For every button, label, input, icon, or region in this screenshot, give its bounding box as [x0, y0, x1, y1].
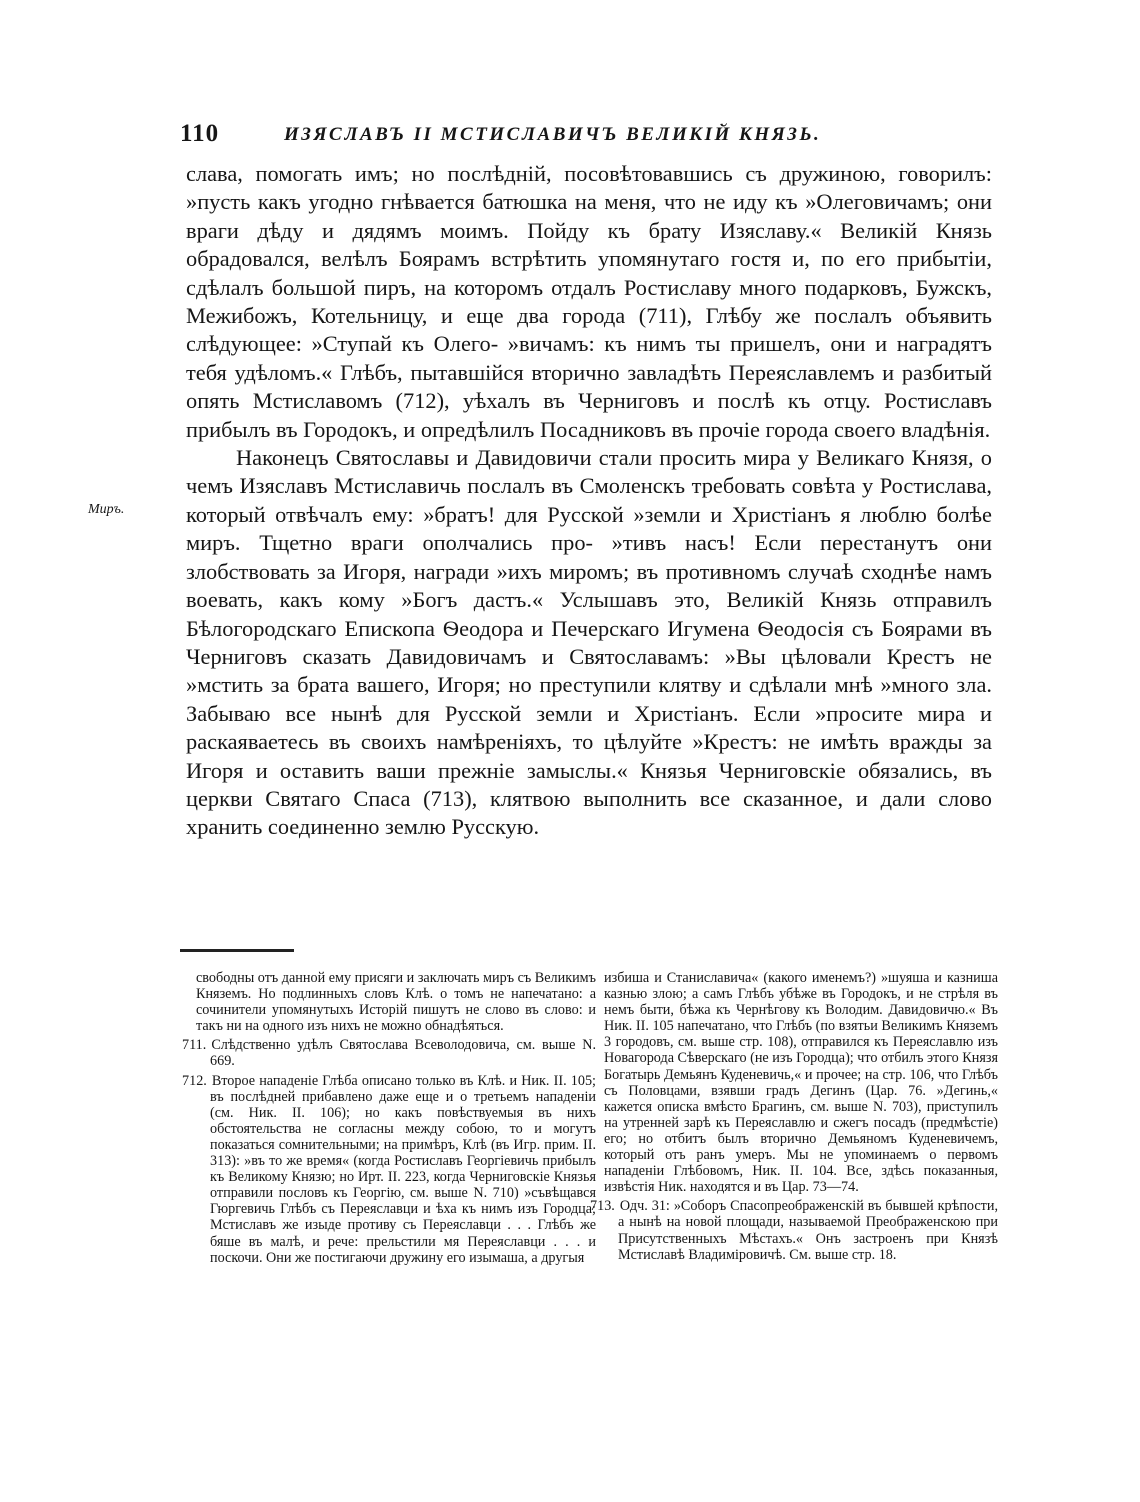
page-header: [180, 118, 870, 158]
page-number: 110: [180, 120, 220, 147]
footnote-number: 712.: [182, 1072, 207, 1089]
paragraph-2: Наконецъ Святославы и Давидовичи стали просить мира у Великаго Князя, о чемъ Изяславъ Мстиславичь послалъ въ Смоленскъ требовать совѣта у Ростислава, который отвѣчалъ ему: »братъ! для Русской »земли и Христіанъ я люблю болѣе миръ. Тщетно враги ополчались про- »тивъ насъ! Если перестанутъ они злобствовать за Игоря, награди »ихъ миромъ; въ противномъ случаѣ сходнѣе намъ воевать, какъ кому »Богъ дастъ.« Услышавъ это, Великій Князь отправилъ Бѣлогородскаго Епископа Ѳеодора и Печерскаго Игумена Ѳеодосія съ Боярами въ Черниговъ сказать Давидовичамъ и Святославамъ: »Вы цѣловали Крестъ не »мстить за брата вашего, Игоря; но преступили клятву и сдѣлали мнѣ »много зла. Забываю все нынѣ для Русской земли и Христіанъ. Если »просите мира и раскаяваетесь въ своихъ намѣреніяхъ, то цѣлуйте »Крестъ: не имѣть вражды за Игоря и оставить ваши прежніе замыслы.« Князья Черниговскіе обязались, въ церкви Святаго Спаса (713), клятвою выполнить все сказанное, и дали слово хранить соединенно землю Русскую.: [186, 445, 992, 840]
main-text: [186, 160, 992, 842]
footnote-text: Второе нападеніе Глѣба описано только въ Клѣ. и Ник. II. 105; въ послѣдней прибавлено даже еще и о третьемъ нападеніи (см. Ник. II. 106); но какъ повѣствуемыя въ нихъ обстоятельства не согласны между собою, то и могутъ показаться сомнительными; на примѣръ, Клѣ (въ Игр. прим. II. 313): »въ то же время« (когда Ростиславъ Георгіевичь прибылъ къ Великому Князю; но Ирт. II. 223, когда Черниговскіе Князья отправили пословъ къ Георгію, см. выше N. 710) »съвѣщався Гюргевичь Глѣбъ съ Переяславци и ѣха къ нимъ изъ Городца; Мстиславъ же изыде противу съ Переяславци . . . Глѣбъ же бяше въ малѣ, и рече: прельстили мя Переяславци . . . и поскочи. Они же постигаючи дружину его изымаша, а другыя: [210, 1072, 596, 1266]
footnote-number: 711.: [182, 1037, 207, 1054]
footnotes-left-column: [182, 970, 596, 1269]
footnote-713: [590, 1198, 998, 1263]
footnote-text: Слѣдственно удѣлъ Святослава Всеволодовича, см. выше N. 669.: [210, 1037, 596, 1070]
footnote-711: [182, 1037, 596, 1070]
paragraph-1: слава, помогать имъ; но послѣдній, посовѣтовавшись съ дружиною, говорилъ: »пусть какъ угодно гнѣвается батюшка на меня, что не иду къ »Олеговичамъ; они враги дѣду и дядямъ моимъ. Пойду къ брату Изяславу.« Великій Князь обрадовался, велѣлъ Боярамъ встрѣтить упомянутаго гостя и, по его прибытіи, сдѣлалъ большой пиръ, на которомъ отдалъ Ростиславу много подарковъ, Бужскъ, Межибожъ, Котельницу, и еще два города (711), Глѣбу же послалъ объявить слѣдующее: »Ступай къ Олего- »вичамъ: къ нимъ ты пришелъ, они и наградятъ тебя удѣломъ.« Глѣбъ, пытавшійся вторично завладѣть Переяславлемъ и разбитый опять Мстиславомъ (712), уѣхалъ въ Черниговъ и послѣ къ отцу. Ростиславъ прибылъ въ Городокъ, и опредѣлилъ Посадниковъ въ прочіе города своего владѣнія.: [186, 161, 992, 442]
running-title: ИЗЯСЛАВЪ II МСТИСЛАВИЧЪ ВЕЛИКІЙ КНЯЗЬ.: [284, 124, 822, 145]
footnote-712: [182, 1072, 596, 1266]
footnote-text: Одч. 31: »Соборъ Спасопреображенскій въ бывшей крѣпости, а нынѣ на новой площади, называемой Преображенскою при Присутственныхъ Мѣстахъ.« Онъ застроенъ при Князѣ Мстиславѣ Владиміровичѣ. См. выше стр. 18.: [618, 1198, 998, 1263]
footnotes-right-column: [590, 970, 998, 1266]
margin-note: Миръ.: [88, 502, 125, 517]
footnote-separator: [180, 949, 294, 952]
footnote-number: 713.: [590, 1198, 615, 1215]
footnote-continuation-right: избиша и Станиславича« (какого именемъ?) »шуяша и казниша казнью злою; а самъ Глѣбъ убѣже въ Городокъ, и не стрѣля въ немъ быти, бѣжа къ Чернѣгову къ Володим. Давидовичю.« Въ Ник. II. 105 напечатано, что Глѣбъ (по взятьи Великимъ Княземъ 3 городовъ, см. выше стр. 108), отправился къ Переяславлю изъ Новагорода Сѣверскаго (не изъ Городца); что отбилъ этого Князя Богатырь Демьянъ Куденевичь,« и прочее; на стр. 106, что Глѣбъ съ Половцами, взявши градъ Дегинъ (Цар. 76. »Дегинь,« кажется описка вмѣсто Брагинъ, см. выше N. 703), приступилъ на утренней зарѣ къ Переяславлю и сжегъ посадъ (предмѣстіе) его; но отбитъ былъ вторично Демьяномъ Куденевичемъ, который отъ ранъ умеръ. Мы не упоминаемъ о первомъ нападеніи Глѣбовомъ, Ник. II. 104. Все, здѣсь показанныя, извѣстія Ник. находятся и въ Цар. 73—74.: [604, 970, 998, 1196]
footnote-continuation-left: свободны отъ данной ему присяги и заключать миръ съ Великимъ Княземъ. Но подлинныхъ словъ Клѣ. о томъ не напечатано: а сочинители упомянутыхъ Исторій пишутъ не слово въ слово: и такъ ни на одного изъ нихъ не можно обнадѣяться.: [196, 970, 596, 1035]
